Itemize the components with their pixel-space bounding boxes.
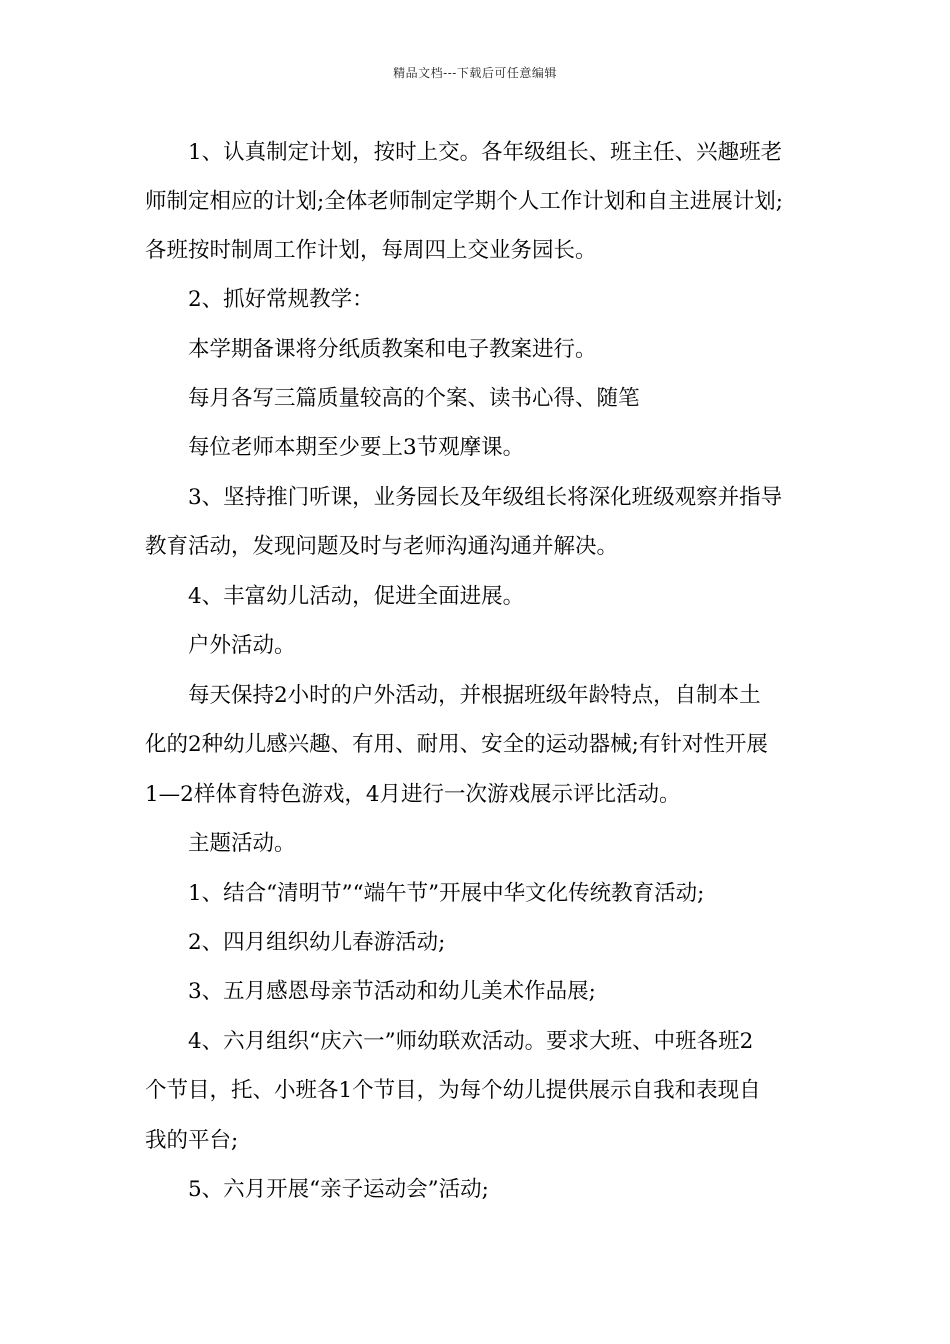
text-line: 师制定相应的计划;全体老师制定学期个人工作计划和自主进展计划; — [145, 189, 783, 214]
text-line: 1—2样体育特色游戏，4月进行一次游戏展示评比活动。 — [145, 782, 681, 807]
text-line: 化的2种幼儿感兴趣、有用、耐用、安全的运动器械;有针对性开展 — [145, 732, 768, 757]
text-line: 1、认真制定计划，按时上交。各年级组长、班主任、兴趣班老 — [188, 140, 783, 165]
text-line: 4、六月组织“庆六一”师幼联欢活动。要求大班、中班各班2 — [188, 1029, 754, 1054]
text-line: 各班按时制周工作计划，每周四上交业务园长。 — [145, 238, 597, 263]
text-line: 5、六月开展“亲子运动会”活动; — [188, 1177, 489, 1202]
text-line: 2、四月组织幼儿春游活动; — [188, 930, 446, 955]
text-line: 2、抓好常规教学： — [188, 287, 374, 312]
text-line: 1、结合“清明节”“端午节”开展中华文化传统教育活动; — [188, 881, 705, 906]
text-line: 每位老师本期至少要上3节观摩课。 — [188, 435, 525, 460]
text-line: 每天保持2小时的户外活动，并根据班级年龄特点，自制本土 — [188, 683, 761, 708]
text-line: 每月各写三篇质量较高的个案、读书心得、随笔 — [188, 386, 640, 411]
page-header: 精品文档---下载后可任意编辑 — [393, 66, 557, 80]
text-line: 4、丰富幼儿活动，促进全面进展。 — [188, 584, 525, 609]
text-line: 教育活动，发现问题及时与老师沟通沟通并解决。 — [145, 534, 619, 559]
text-line: 本学期备课将分纸质教案和电子教案进行。 — [188, 337, 597, 362]
text-line: 3、五月感恩母亲节活动和幼儿美术作品展; — [188, 979, 596, 1004]
text-line: 户外活动。 — [188, 633, 296, 658]
text-line: 3、坚持推门听课，业务园长及年级组长将深化班级观察并指导 — [188, 485, 783, 510]
text-line: 我的平台; — [145, 1128, 239, 1153]
text-line: 主题活动。 — [188, 831, 296, 856]
text-line: 个节目，托、小班各1个节目，为每个幼儿提供展示自我和表现自 — [145, 1078, 761, 1103]
